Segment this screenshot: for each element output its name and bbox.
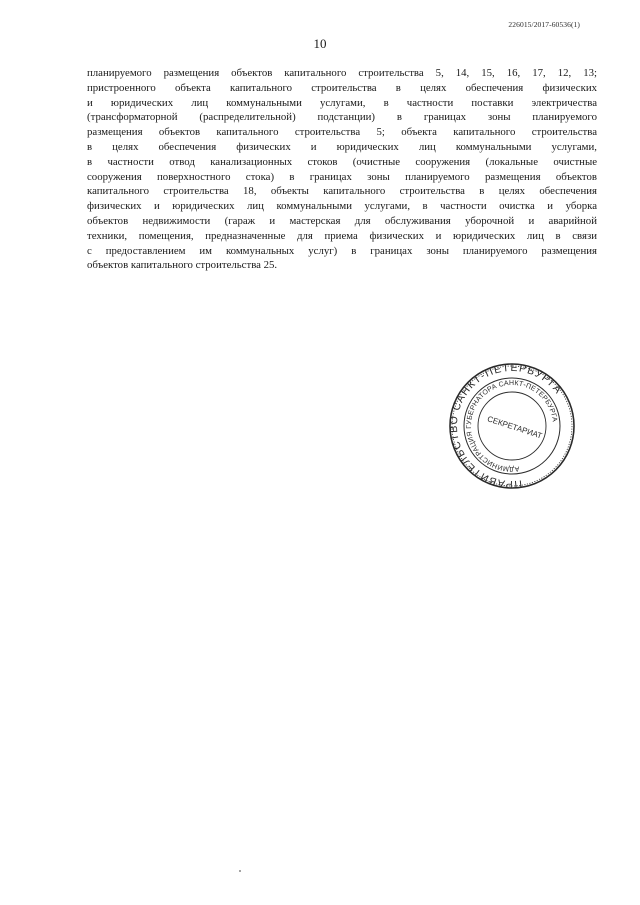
- text-line: и юридических лиц коммунальными услугами, в частности поставки электричества: [87, 96, 597, 109]
- text-line: капитального строительства 18, объекты капитального строительства в целях обеспечения: [87, 185, 597, 198]
- text-line: физических и юридических лиц коммунальными услугами, в частности очистка и уборка: [87, 200, 597, 213]
- text-line: пристроенного объекта капитального строительства в целях обеспечения физических: [87, 81, 597, 94]
- text-line: сооружения поверхностного стока) в границах зоны планируемого размещения объектов: [87, 170, 597, 183]
- text-line: в частности отвод канализационных стоков (очистные сооружения (локальные очистные: [87, 155, 597, 168]
- text-line: с предоставлением им коммунальных услуг) в границах зоны планируемого размещения: [87, 244, 597, 257]
- text-line: в целях обеспечения физических и юридических лиц коммунальными услугами,: [87, 140, 597, 153]
- text-line: объектов недвижимости (гараж и мастерская для обслуживания уборочной и аварийной: [87, 214, 597, 227]
- seal-graphic: [448, 362, 576, 490]
- text-line: размещения объектов капитального строительства 5; объекта капитального строительства: [87, 126, 597, 139]
- page-number: 10: [313, 36, 327, 51]
- document-id: 226015/2017-60536(1): [508, 20, 580, 29]
- text-line: техники, помещения, предназначенные для приема физических и юридических лиц в связи: [87, 229, 597, 242]
- seal-center-text: СЕКРЕТАРИАТ: [486, 414, 544, 441]
- text-line: (трансформаторной (распределительной) подстанции) в границах зоны планируемого: [87, 111, 597, 124]
- body-paragraph: [87, 66, 597, 273]
- scan-speck: [239, 870, 241, 872]
- seal-outer-text-path: ПРАВИТЕЛЬСТВО САНКТ-ПЕТЕРБУРГА: [448, 362, 565, 490]
- text-line: планируемого размещения объектов капитального строительства 5, 14, 15, 16, 17, 12, 13;: [87, 67, 597, 79]
- text-line: объектов капитального строительства 25.: [87, 259, 278, 272]
- seal-inner-text-path: АДМИНИСТРАЦИЯ ГУБЕРНАТОРА САНКТ-ПЕТЕРБУРГА: [465, 379, 558, 473]
- official-seal-stamp: [448, 362, 576, 490]
